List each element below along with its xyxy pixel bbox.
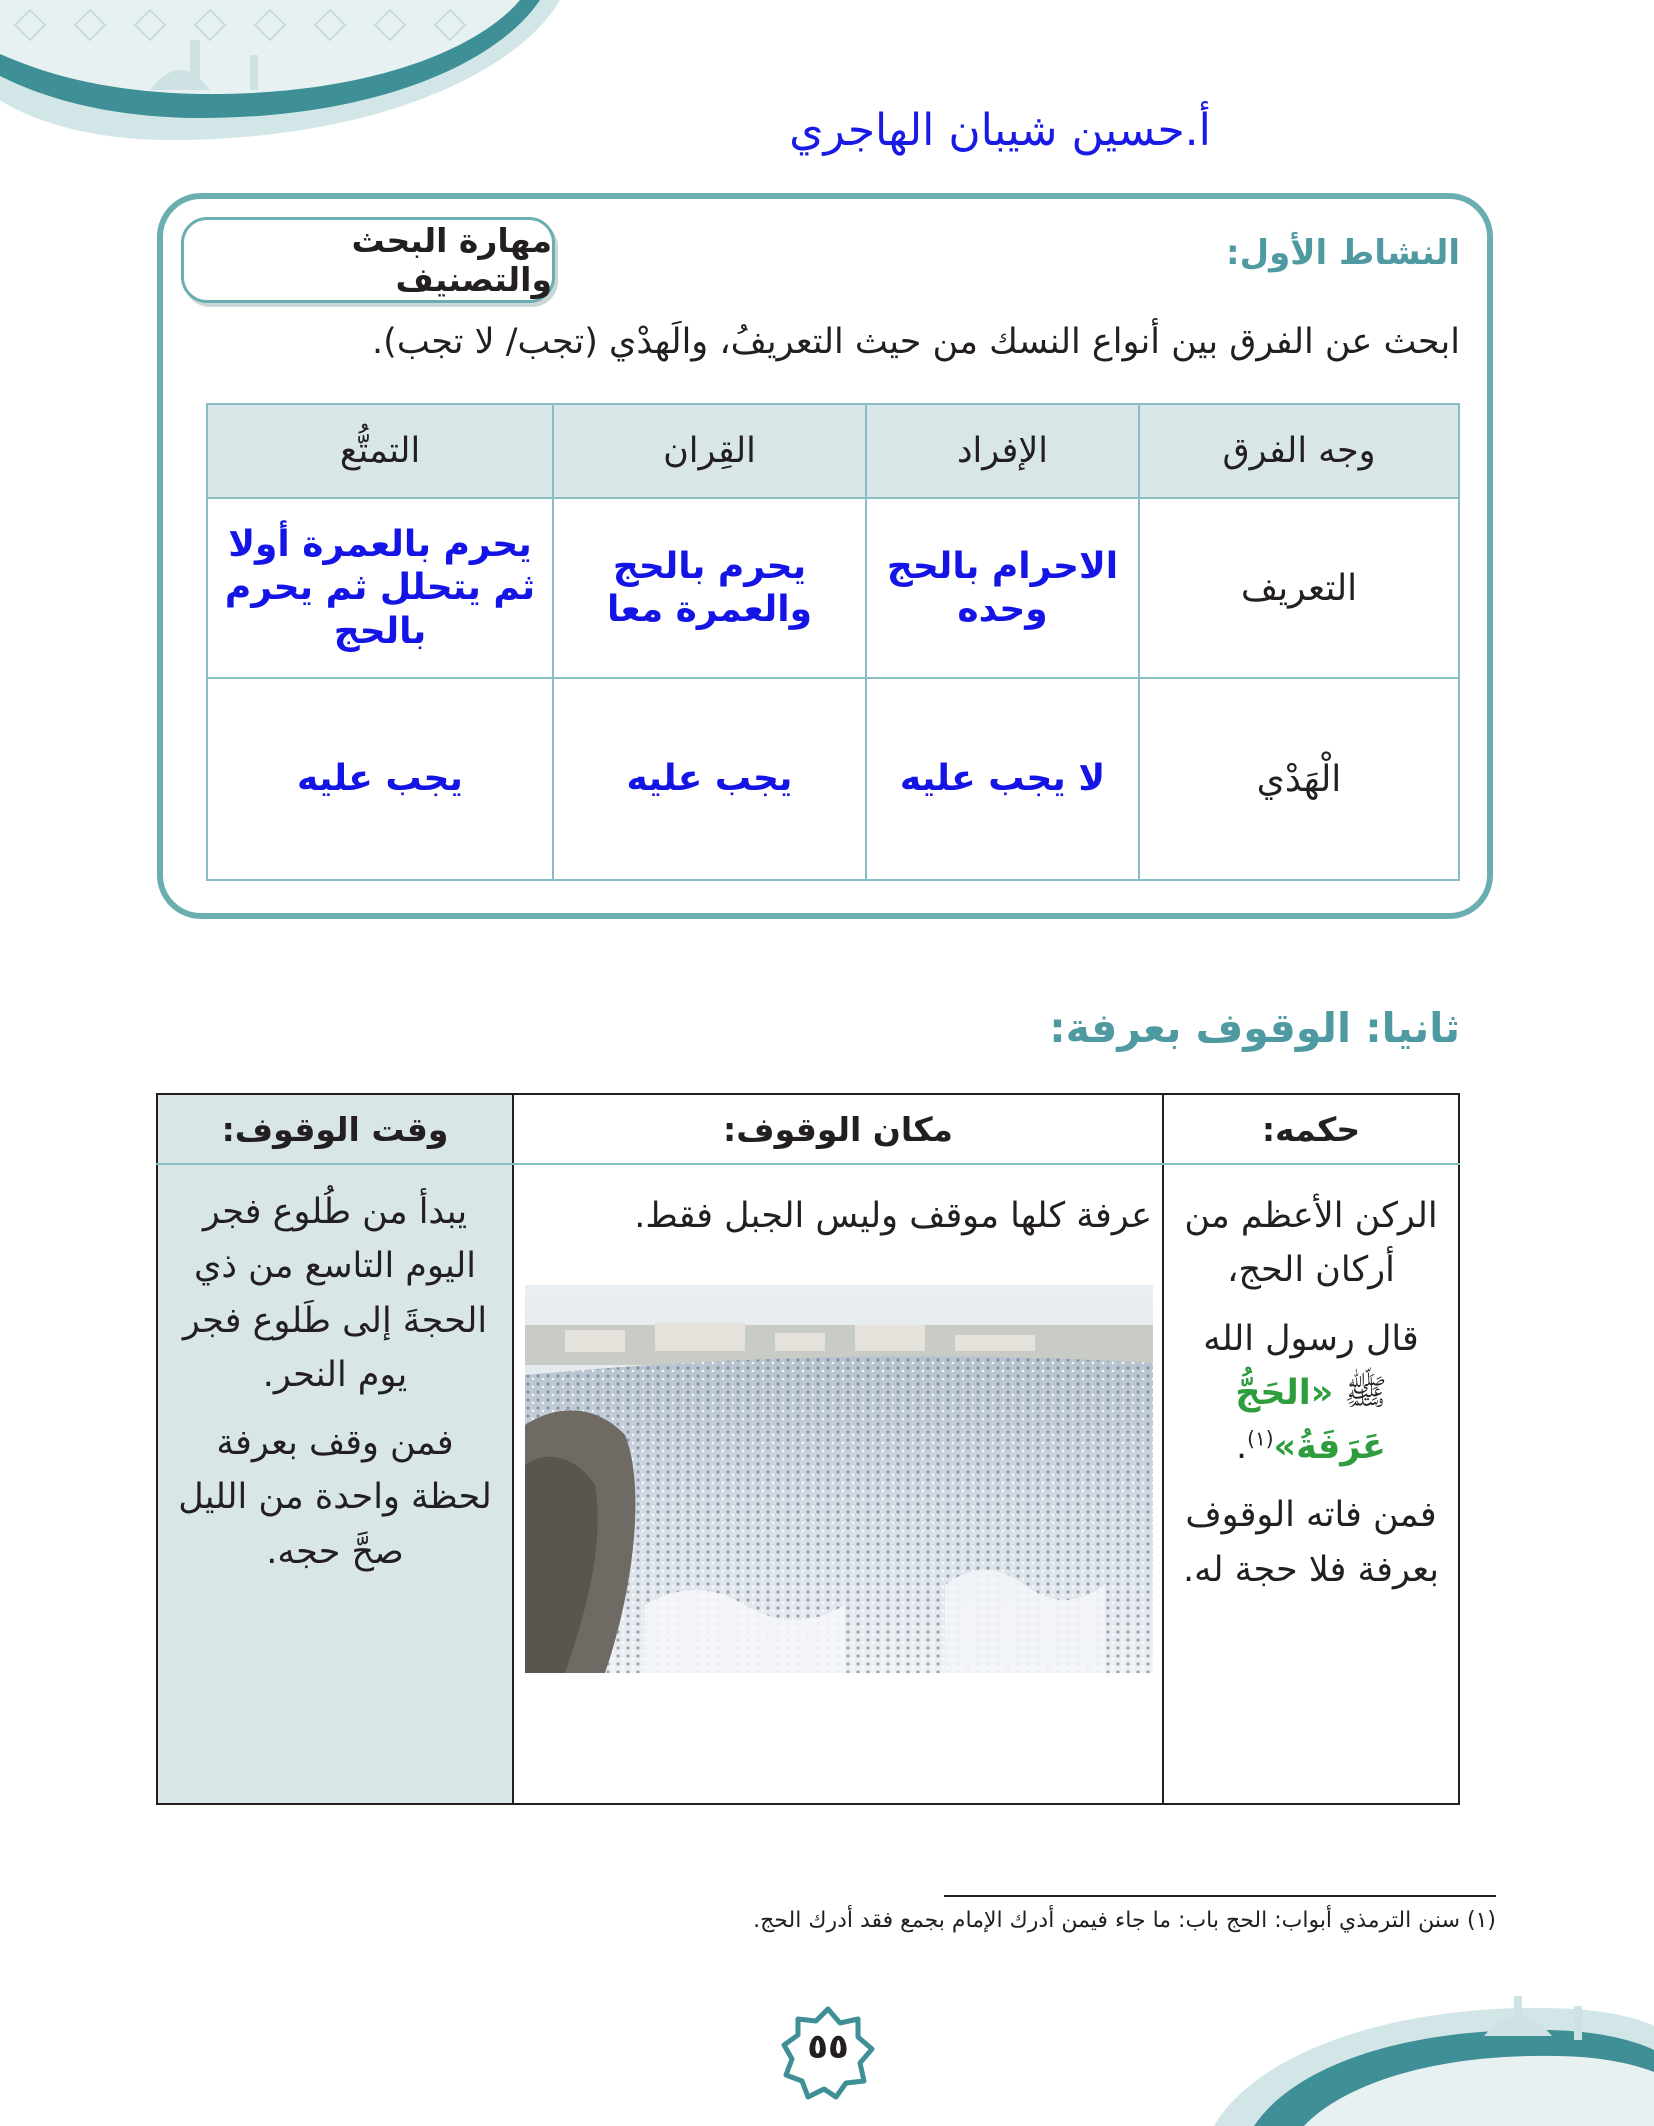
- activity-title: النشاط الأول:: [1225, 233, 1460, 273]
- ruling-cell: [1163, 1164, 1459, 1804]
- answer-ifrad-definition: الاحرام بالحج وحده: [866, 498, 1139, 678]
- header-place: مكان الوقوف:: [513, 1094, 1163, 1164]
- ruling-text: الركن الأعظم من أركان الحج،: [1184, 1196, 1438, 1291]
- header-ruling: حكمه:: [1163, 1094, 1459, 1164]
- author-name: أ.حسين شيبان الهاجري: [789, 105, 1211, 156]
- footnote: (١) سنن الترمذي أبواب: الحج باب: ما جاء فيمن أدرك الإمام بجمع فقد أدرك الحج.: [753, 1908, 1496, 1933]
- header-time: وقت الوقوف:: [157, 1094, 513, 1164]
- header-aspect: وجه الفرق: [1139, 404, 1459, 498]
- footnote-reference: (١): [1247, 1426, 1274, 1451]
- time-conclusion-text: فمن وقف بعرفة لحظة واحدة من الليل صحَّ حجه.: [178, 1423, 492, 1572]
- bottom-corner-ornament: [1214, 1996, 1654, 2126]
- answer-qiran-hady: يجب عليه: [553, 678, 866, 880]
- header-qiran: القِران: [553, 404, 866, 498]
- time-cell: [157, 1164, 513, 1804]
- header-tamattu: التمتُّع: [207, 404, 553, 498]
- row-label-definition: التعريف: [1139, 498, 1459, 678]
- arafah-header-row: [157, 1094, 1459, 1164]
- row-label-hady: الْهَدْي: [1139, 678, 1459, 880]
- time-start-text: يبدأ من طُلوع فجر اليوم التاسع من ذي الحجةَ إلى طَلوع فجر يوم النحر.: [182, 1192, 488, 1395]
- footnote-divider: [944, 1895, 1496, 1897]
- activity-instruction: ابحث عن الفرق بين أنواع النسك من حيث التعريفُ، والَهدْي (تجب/ لا تجب).: [372, 322, 1460, 362]
- answer-ifrad-hady: لا يجب عليه: [866, 678, 1139, 880]
- skill-badge: مهارة البحث والتصنيف: [181, 217, 555, 303]
- hadith-paragraph: قال رسول الله ﷺ «الحَجُّ عَرَفَةُ»$^{(١)}$.: [1203, 1318, 1419, 1467]
- hadith-quote: «الحَجُّ عَرَفَةُ»: [1235, 1372, 1386, 1467]
- table-header-row: [207, 404, 1459, 498]
- answer-tamattu-hady: يجب عليه: [207, 678, 553, 880]
- arafah-crowd-photo: [525, 1285, 1153, 1673]
- table-row: [207, 498, 1459, 678]
- nusuk-comparison-table: [206, 403, 1460, 881]
- top-corner-ornament: [0, 0, 560, 160]
- hadith-intro: قال رسول الله ﷺ: [1203, 1318, 1419, 1413]
- place-text: عرفة كلها موقف وليس الجبل فقط.: [634, 1196, 1152, 1236]
- section-title-arafah: ثانيا: الوقوف بعرفة:: [1049, 1004, 1460, 1052]
- table-row: [207, 678, 1459, 880]
- header-ifrad: الإفراد: [866, 404, 1139, 498]
- page-number: ٥٥: [807, 2027, 849, 2067]
- ruling-conclusion: فمن فاته الوقوف بعرفة فلا حجة له.: [1183, 1495, 1439, 1590]
- answer-qiran-definition: يحرم بالحج والعمرة معا: [553, 498, 866, 678]
- answer-tamattu-definition: يحرم بالعمرة أولا ثم يتحلل ثم يحرم بالحج: [207, 498, 553, 678]
